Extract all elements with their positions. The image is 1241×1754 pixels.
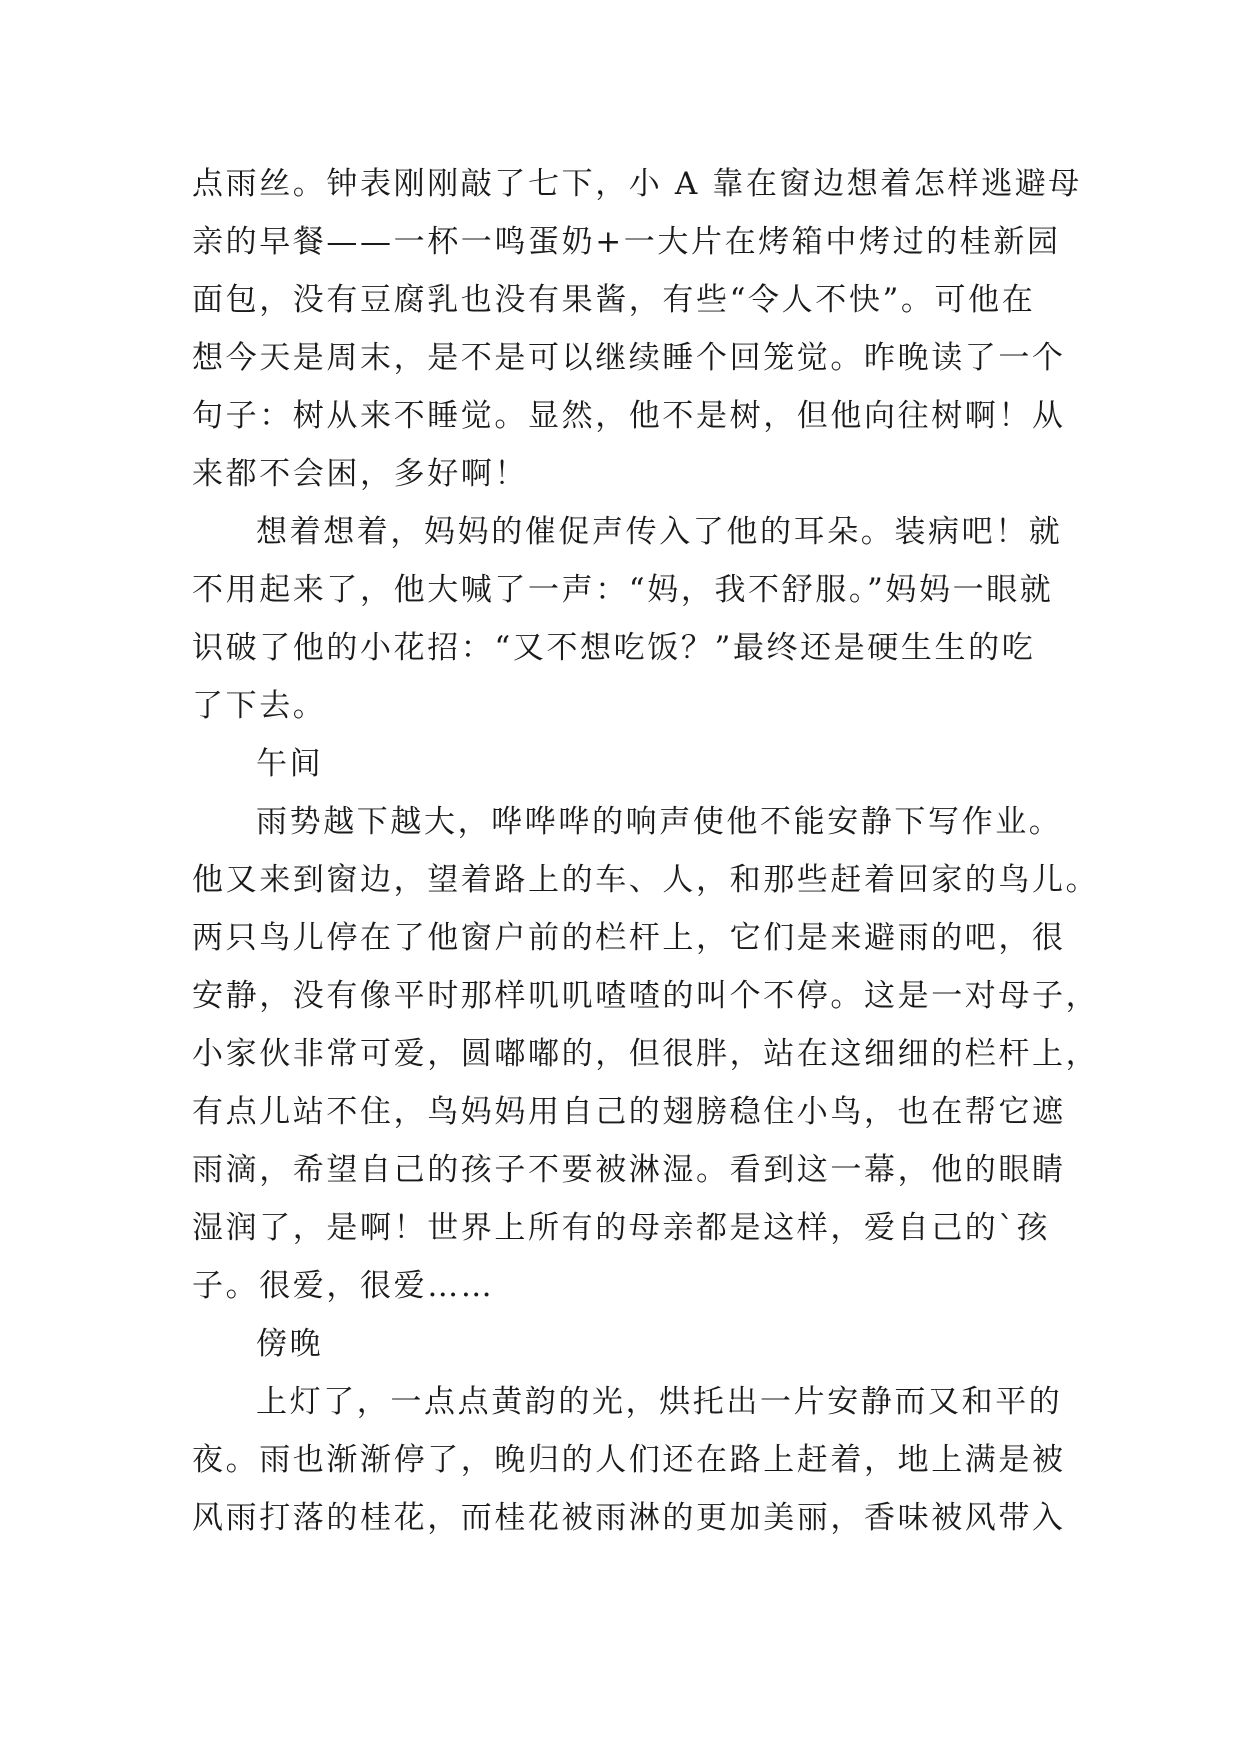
text-line: 两只鸟儿停在了他窗户前的栏杆上，它们是来避雨的吧，很: [192, 920, 1066, 956]
section-heading-dusk: 傍晚: [256, 1326, 324, 1362]
paragraph-first-line: 想着想着，妈妈的催促声传入了他的耳朵。装病吧！就: [256, 514, 1063, 550]
text-line: 夜。雨也渐渐停了，晚归的人们还在路上赶着，地上满是被: [192, 1442, 1066, 1478]
text-line: 句子：树从来不睡觉。显然，他不是树，但他向往树啊！从: [192, 398, 1066, 434]
section-heading-noon: 午间: [256, 746, 324, 782]
text-line: 来都不会困，多好啊！: [192, 456, 528, 492]
text-line: 安静，没有像平时那样叽叽喳喳的叫个不停。这是一对母子，: [192, 978, 1100, 1014]
text-line: 亲的早餐——一杯一鸣蛋奶+一大片在烤箱中烤过的桂新园: [192, 224, 1061, 260]
paragraph-first-line: 上灯了，一点点黄韵的光，烘托出一片安静而又和平的: [256, 1384, 1063, 1420]
text-line: 面包，没有豆腐乳也没有果酱，有些“令人不快”。可他在: [192, 282, 1036, 318]
text-line: 小家伙非常可爱，圆嘟嘟的，但很胖，站在这细细的栏杆上，: [192, 1036, 1100, 1072]
text-line: 子。很爱，很爱……: [192, 1268, 495, 1304]
text-line: 有点儿站不住，鸟妈妈用自己的翅膀稳住小鸟，也在帮它遮: [192, 1094, 1066, 1130]
text-line: 雨滴，希望自己的孩子不要被淋湿。看到这一幕，他的眼睛: [192, 1152, 1066, 1188]
text-line: 点雨丝。钟表刚刚敲了七下，小 A 靠在窗边想着怎样逃避母: [192, 166, 1082, 202]
text-line: 不用起来了，他大喊了一声：“妈，我不舒服。”妈妈一眼就: [192, 572, 1054, 608]
text-line: 湿润了，是啊！世界上所有的母亲都是这样，爱自己的`孩: [192, 1210, 1051, 1246]
paragraph-first-line: 雨势越下越大，哗哗哗的响声使他不能安静下写作业。: [256, 804, 1063, 840]
text-line: 风雨打落的桂花，而桂花被雨淋的更加美丽，香味被风带入: [192, 1500, 1066, 1536]
text-line: 他又来到窗边，望着路上的车、人，和那些赶着回家的鸟儿。: [192, 862, 1100, 898]
text-line: 识破了他的小花招：“又不想吃饭？”最终还是硬生生的吃: [192, 630, 1036, 666]
text-line: 想今天是周末，是不是可以继续睡个回笼觉。昨晚读了一个: [192, 340, 1066, 376]
text-line: 了下去。: [192, 688, 327, 724]
